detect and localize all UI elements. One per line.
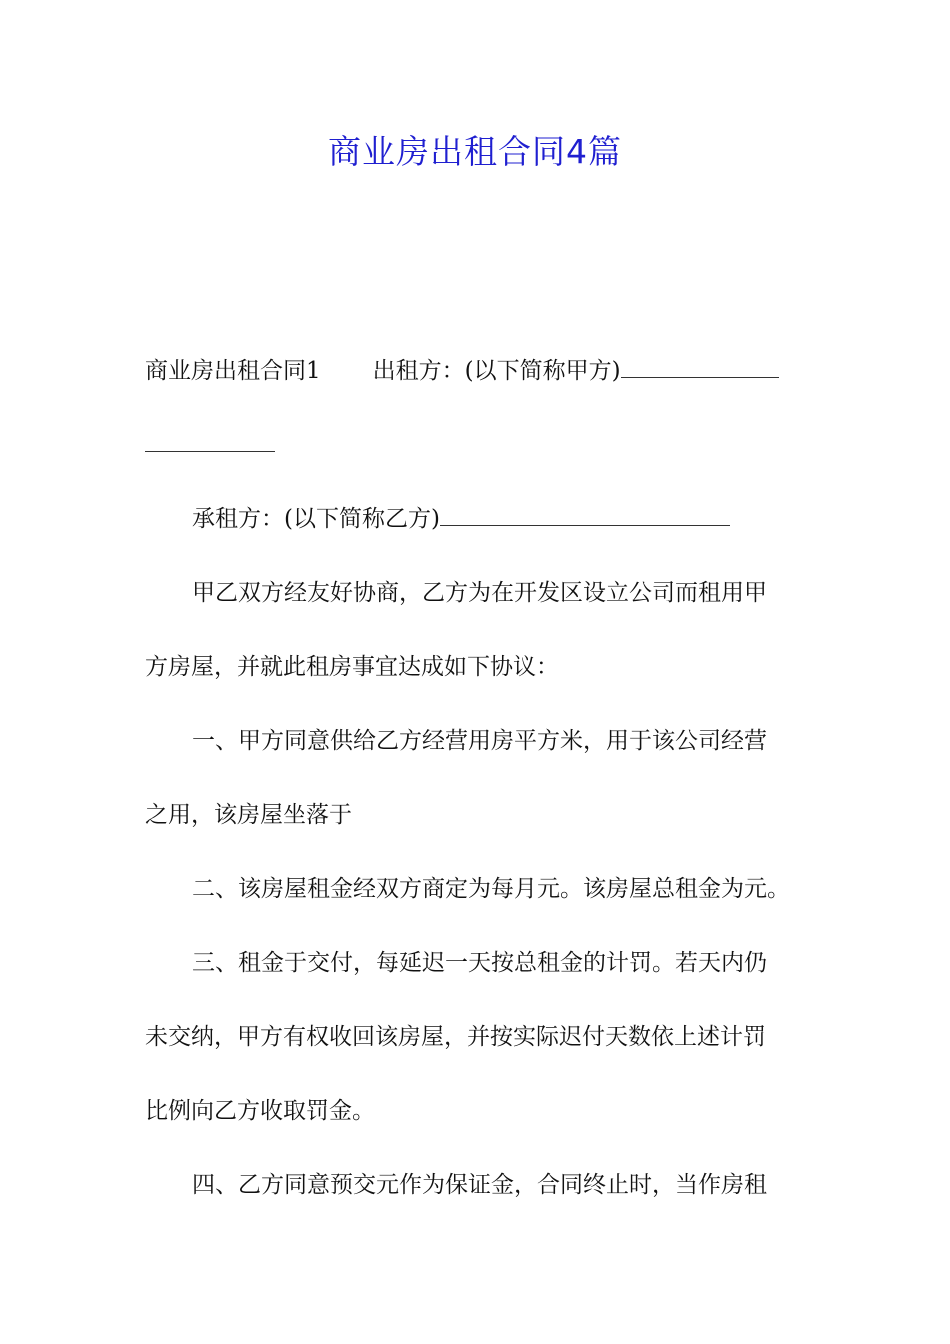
section-label: 商业房出租合同1: [145, 358, 321, 384]
paragraph-line: 方房屋，并就此租房事宜达成如下协议：: [145, 654, 559, 680]
lessee-line: [145, 482, 807, 556]
lessor-blank-continuation: [145, 408, 807, 482]
document-body: [145, 334, 807, 1222]
lessor-label: 出租方：(以下简称甲方): [372, 358, 621, 384]
paragraph-line: 之用，该房屋坐落于: [145, 802, 352, 828]
paragraph-line: 未交纳，甲方有权收回该房屋，并按实际迟付天数依上述计罚: [145, 1024, 766, 1050]
paragraph-line: 一、甲方同意供给乙方经营用房平方米，用于该公司经营: [192, 728, 767, 754]
paragraph-line: 比例向乙方收取罚金。: [145, 1098, 375, 1124]
lessor-line: [145, 334, 807, 408]
lessor-blank-line: [621, 347, 779, 378]
paragraph-line: 二、该房屋租金经双方商定为每月元。该房屋总租金为元。: [192, 876, 790, 902]
lessee-blank-line: [440, 495, 730, 526]
paragraph-line: 三、租金于交付，每延迟一天按总租金的计罚。若天内仍: [192, 950, 767, 976]
paragraph-line: 甲乙双方经友好协商，乙方为在开发区设立公司而租用甲: [192, 580, 767, 606]
lessor-blank-line-2: [145, 421, 275, 452]
lessee-label: 承租方：(以下简称乙方): [192, 506, 440, 532]
paragraph-line: 四、乙方同意预交元作为保证金，合同终止时，当作房租: [192, 1172, 767, 1198]
document-title: 商业房出租合同4篇: [328, 132, 622, 171]
